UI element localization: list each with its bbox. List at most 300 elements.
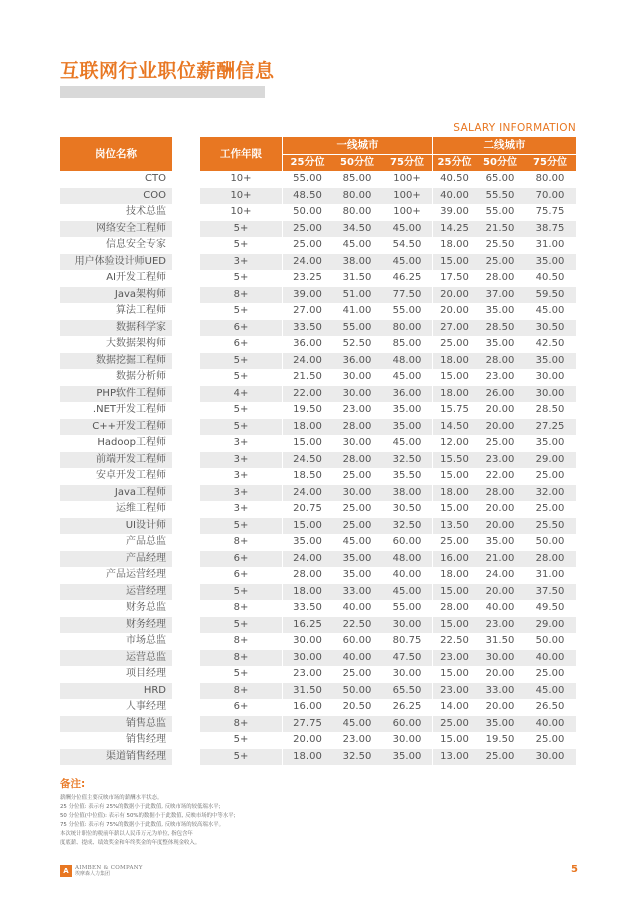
years-cell: 6+ — [200, 336, 282, 353]
position-name-cell: Java工程师 — [60, 485, 172, 502]
t1-p75-cell: 48.00 — [382, 551, 432, 568]
position-name-cell: 用户体验设计师UED — [60, 254, 172, 271]
t2-p25-cell: 15.00 — [432, 666, 476, 683]
t2-p75-cell: 75.75 — [524, 204, 576, 221]
table-row — [60, 320, 576, 337]
t2-p50-cell: 24.00 — [476, 567, 524, 584]
table-row — [60, 699, 576, 716]
t2-p50-cell: 19.50 — [476, 732, 524, 749]
years-cell: 6+ — [200, 551, 282, 568]
table-row — [60, 683, 576, 700]
t1-p50-cell: 31.50 — [332, 270, 382, 287]
logo-chinese-name: 埃摩森人力集团 — [75, 871, 111, 877]
t2-p25-cell: 25.00 — [432, 534, 476, 551]
t2-p50-cell: 28.00 — [476, 485, 524, 502]
t2-p50-cell: 28.50 — [476, 320, 524, 337]
years-cell: 3+ — [200, 468, 282, 485]
t2-p75-cell: 30.00 — [524, 749, 576, 766]
t2-p75-cell: 59.50 — [524, 287, 576, 304]
t1-p50-cell: 50.00 — [332, 683, 382, 700]
t2-p75-cell: 45.00 — [524, 683, 576, 700]
t1-p50-cell: 30.00 — [332, 369, 382, 386]
t1-p75-cell: 80.00 — [382, 320, 432, 337]
t1-p25-cell: 23.25 — [282, 270, 332, 287]
t1-p75-cell: 45.00 — [382, 584, 432, 601]
t2-p25-cell: 15.00 — [432, 468, 476, 485]
position-name-cell: 数据挖掘工程师 — [60, 353, 172, 370]
years-cell: 8+ — [200, 683, 282, 700]
t1-p25-cell: 22.00 — [282, 386, 332, 403]
position-name-cell: 产品经理 — [60, 551, 172, 568]
t1-p25-cell: 25.00 — [282, 221, 332, 238]
header-t1-p75: 75分位 — [382, 155, 432, 172]
t1-p25-cell: 20.00 — [282, 732, 332, 749]
t1-p25-cell: 30.00 — [282, 633, 332, 650]
t1-p50-cell: 28.00 — [332, 419, 382, 436]
position-name-cell: 算法工程师 — [60, 303, 172, 320]
t1-p25-cell: 31.50 — [282, 683, 332, 700]
t1-p75-cell: 100+ — [382, 204, 432, 221]
t1-p50-cell: 51.00 — [332, 287, 382, 304]
position-name-cell: 产品运营经理 — [60, 567, 172, 584]
t1-p50-cell: 34.50 — [332, 221, 382, 238]
t1-p25-cell: 24.00 — [282, 254, 332, 271]
years-cell: 3+ — [200, 501, 282, 518]
years-cell: 6+ — [200, 699, 282, 716]
t2-p25-cell: 18.00 — [432, 386, 476, 403]
years-cell: 8+ — [200, 534, 282, 551]
t1-p50-cell: 40.00 — [332, 600, 382, 617]
t1-p75-cell: 26.25 — [382, 699, 432, 716]
table-row — [60, 287, 576, 304]
t2-p50-cell: 35.00 — [476, 303, 524, 320]
table-row — [60, 386, 576, 403]
t1-p50-cell: 45.00 — [332, 237, 382, 254]
t2-p75-cell: 25.00 — [524, 732, 576, 749]
t1-p75-cell: 54.50 — [382, 237, 432, 254]
position-name-cell: 网络安全工程师 — [60, 221, 172, 238]
logo-mark-icon: A — [60, 865, 72, 877]
t2-p50-cell: 40.00 — [476, 600, 524, 617]
logo-english-name: AIMBEN & COMPANY — [75, 865, 143, 871]
t2-p50-cell: 23.00 — [476, 452, 524, 469]
t2-p25-cell: 15.00 — [432, 732, 476, 749]
t2-p25-cell: 40.00 — [432, 188, 476, 205]
table-row — [60, 468, 576, 485]
t2-p25-cell: 20.00 — [432, 287, 476, 304]
t2-p50-cell: 21.50 — [476, 221, 524, 238]
t2-p75-cell: 25.00 — [524, 666, 576, 683]
t2-p50-cell: 28.00 — [476, 270, 524, 287]
t1-p50-cell: 45.00 — [332, 534, 382, 551]
note-line: 薪酬分位值主要反映市场的薪酬水平状态。 — [60, 795, 163, 801]
table-row — [60, 534, 576, 551]
t1-p75-cell: 47.50 — [382, 650, 432, 667]
table-row — [60, 650, 576, 667]
years-cell: 10+ — [200, 188, 282, 205]
position-name-cell: 数据科学家 — [60, 320, 172, 337]
header-t2-p75: 75分位 — [524, 155, 576, 172]
t2-p75-cell: 50.00 — [524, 534, 576, 551]
t1-p25-cell: 15.00 — [282, 435, 332, 452]
years-cell: 3+ — [200, 254, 282, 271]
t2-p25-cell: 23.00 — [432, 650, 476, 667]
position-name-cell: Java架构师 — [60, 287, 172, 304]
t2-p50-cell: 33.00 — [476, 683, 524, 700]
t2-p75-cell: 38.75 — [524, 221, 576, 238]
position-name-cell: 运营经理 — [60, 584, 172, 601]
t2-p75-cell: 80.00 — [524, 171, 576, 188]
table-row — [60, 237, 576, 254]
t1-p25-cell: 28.00 — [282, 567, 332, 584]
position-name-cell: 安卓开发工程师 — [60, 468, 172, 485]
t2-p50-cell: 20.00 — [476, 584, 524, 601]
t1-p50-cell: 38.00 — [332, 254, 382, 271]
header-tier2-city: 二线城市 — [432, 137, 576, 155]
t1-p75-cell: 80.75 — [382, 633, 432, 650]
t2-p75-cell: 45.00 — [524, 303, 576, 320]
t1-p25-cell: 24.50 — [282, 452, 332, 469]
table-row — [60, 716, 576, 733]
header-years: 工作年限 — [200, 137, 282, 171]
t1-p25-cell: 55.00 — [282, 171, 332, 188]
t2-p25-cell: 25.00 — [432, 716, 476, 733]
t1-p25-cell: 18.00 — [282, 419, 332, 436]
t2-p75-cell: 70.00 — [524, 188, 576, 205]
t1-p75-cell: 55.00 — [382, 600, 432, 617]
table-row — [60, 584, 576, 601]
t1-p75-cell: 35.00 — [382, 402, 432, 419]
t1-p75-cell: 100+ — [382, 188, 432, 205]
t2-p25-cell: 40.50 — [432, 171, 476, 188]
t1-p75-cell: 32.50 — [382, 518, 432, 535]
t2-p75-cell: 37.50 — [524, 584, 576, 601]
years-cell: 3+ — [200, 485, 282, 502]
t2-p75-cell: 31.00 — [524, 237, 576, 254]
years-cell: 5+ — [200, 353, 282, 370]
years-cell: 5+ — [200, 518, 282, 535]
t2-p50-cell: 55.00 — [476, 204, 524, 221]
table-row — [60, 254, 576, 271]
t1-p50-cell: 55.00 — [332, 320, 382, 337]
table-row — [60, 518, 576, 535]
position-name-cell: Hadoop工程师 — [60, 435, 172, 452]
t1-p25-cell: 33.50 — [282, 320, 332, 337]
years-cell: 8+ — [200, 633, 282, 650]
t1-p25-cell: 35.00 — [282, 534, 332, 551]
position-name-cell: HRD — [60, 683, 172, 700]
header-t1-p50: 50分位 — [332, 155, 382, 172]
table-row — [60, 336, 576, 353]
t2-p50-cell: 20.00 — [476, 419, 524, 436]
t2-p25-cell: 14.25 — [432, 221, 476, 238]
table-row — [60, 221, 576, 238]
t2-p75-cell: 40.00 — [524, 716, 576, 733]
t1-p25-cell: 48.50 — [282, 188, 332, 205]
t1-p75-cell: 100+ — [382, 171, 432, 188]
t1-p25-cell: 30.00 — [282, 650, 332, 667]
t2-p25-cell: 16.00 — [432, 551, 476, 568]
t2-p25-cell: 12.00 — [432, 435, 476, 452]
t2-p75-cell: 29.00 — [524, 617, 576, 634]
t1-p50-cell: 52.50 — [332, 336, 382, 353]
t1-p50-cell: 36.00 — [332, 353, 382, 370]
position-name-cell: 销售经理 — [60, 732, 172, 749]
t2-p75-cell: 30.00 — [524, 369, 576, 386]
t1-p75-cell: 30.00 — [382, 666, 432, 683]
t1-p75-cell: 60.00 — [382, 716, 432, 733]
position-name-cell: 渠道销售经理 — [60, 749, 172, 766]
t1-p75-cell: 35.00 — [382, 419, 432, 436]
page-title: 互联网行业职位薪酬信息 — [60, 60, 275, 82]
header-t2-p25: 25分位 — [432, 155, 476, 172]
t2-p25-cell: 15.00 — [432, 254, 476, 271]
years-cell: 3+ — [200, 435, 282, 452]
t1-p50-cell: 35.00 — [332, 551, 382, 568]
position-name-cell: 财务总监 — [60, 600, 172, 617]
t2-p50-cell: 30.00 — [476, 650, 524, 667]
table-row — [60, 435, 576, 452]
position-name-cell: C++开发工程师 — [60, 419, 172, 436]
position-name-cell: 销售总监 — [60, 716, 172, 733]
t2-p75-cell: 27.25 — [524, 419, 576, 436]
table-row — [60, 270, 576, 287]
t1-p25-cell: 24.00 — [282, 485, 332, 502]
years-cell: 5+ — [200, 237, 282, 254]
t2-p75-cell: 29.00 — [524, 452, 576, 469]
table-row — [60, 452, 576, 469]
t1-p25-cell: 27.75 — [282, 716, 332, 733]
years-cell: 5+ — [200, 402, 282, 419]
t2-p75-cell: 35.00 — [524, 254, 576, 271]
t2-p25-cell: 15.50 — [432, 452, 476, 469]
t2-p50-cell: 20.00 — [476, 666, 524, 683]
t1-p75-cell: 35.50 — [382, 468, 432, 485]
table-row — [60, 732, 576, 749]
position-name-cell: PHP软件工程师 — [60, 386, 172, 403]
t2-p25-cell: 13.00 — [432, 749, 476, 766]
t1-p25-cell: 24.00 — [282, 353, 332, 370]
table-row — [60, 749, 576, 766]
t2-p25-cell: 14.00 — [432, 699, 476, 716]
t1-p25-cell: 23.00 — [282, 666, 332, 683]
years-cell: 8+ — [200, 650, 282, 667]
t2-p50-cell: 23.00 — [476, 617, 524, 634]
salary-information-label: SALARY INFORMATION — [453, 122, 576, 134]
position-name-cell: 产品总监 — [60, 534, 172, 551]
table-row — [60, 617, 576, 634]
table-row — [60, 567, 576, 584]
table-row — [60, 353, 576, 370]
t2-p50-cell: 20.00 — [476, 518, 524, 535]
header-t2-p50: 50分位 — [476, 155, 524, 172]
position-name-cell: 项目经理 — [60, 666, 172, 683]
years-cell: 10+ — [200, 204, 282, 221]
t2-p25-cell: 13.50 — [432, 518, 476, 535]
t1-p50-cell: 40.00 — [332, 650, 382, 667]
t2-p75-cell: 35.00 — [524, 435, 576, 452]
t2-p25-cell: 27.00 — [432, 320, 476, 337]
t2-p25-cell: 18.00 — [432, 237, 476, 254]
position-name-cell: 大数据架构师 — [60, 336, 172, 353]
table-row — [60, 303, 576, 320]
t1-p75-cell: 45.00 — [382, 435, 432, 452]
t2-p50-cell: 25.00 — [476, 749, 524, 766]
t1-p25-cell: 50.00 — [282, 204, 332, 221]
t2-p25-cell: 18.00 — [432, 567, 476, 584]
t2-p50-cell: 25.00 — [476, 254, 524, 271]
t2-p50-cell: 65.00 — [476, 171, 524, 188]
t2-p50-cell: 35.00 — [476, 716, 524, 733]
t2-p50-cell: 20.00 — [476, 501, 524, 518]
t1-p50-cell: 45.00 — [332, 716, 382, 733]
header-tier1-city: 一线城市 — [282, 137, 432, 155]
table-row — [60, 171, 576, 188]
t2-p75-cell: 25.50 — [524, 518, 576, 535]
table-row — [60, 419, 576, 436]
t2-p25-cell: 15.75 — [432, 402, 476, 419]
t2-p50-cell: 25.50 — [476, 237, 524, 254]
t2-p25-cell: 15.00 — [432, 501, 476, 518]
t2-p75-cell: 31.00 — [524, 567, 576, 584]
years-cell: 5+ — [200, 732, 282, 749]
note-line: 50 分位值(中位值): 表示有 50%的数据小于此数值, 反映市场的中等水平; — [60, 813, 236, 819]
t2-p25-cell: 25.00 — [432, 336, 476, 353]
t2-p75-cell: 40.50 — [524, 270, 576, 287]
t2-p75-cell: 28.50 — [524, 402, 576, 419]
t2-p75-cell: 50.00 — [524, 633, 576, 650]
t2-p50-cell: 23.00 — [476, 369, 524, 386]
t2-p25-cell: 28.00 — [432, 600, 476, 617]
t2-p50-cell: 35.00 — [476, 336, 524, 353]
notes-section — [60, 776, 580, 848]
t2-p75-cell: 26.50 — [524, 699, 576, 716]
t1-p50-cell: 80.00 — [332, 188, 382, 205]
t1-p25-cell: 15.00 — [282, 518, 332, 535]
years-cell: 5+ — [200, 749, 282, 766]
t1-p25-cell: 36.00 — [282, 336, 332, 353]
position-name-cell: UI设计师 — [60, 518, 172, 535]
t1-p75-cell: 48.00 — [382, 353, 432, 370]
note-line: 25 分位值: 表示有 25%的数据小于此数值, 反映市场的较低端水平; — [60, 804, 221, 810]
t1-p25-cell: 18.50 — [282, 468, 332, 485]
years-cell: 8+ — [200, 600, 282, 617]
t2-p25-cell: 22.50 — [432, 633, 476, 650]
note-line: 75 分位值: 表示有 75%的数据小于此数值, 反映市场的较高端水平。 — [60, 822, 224, 828]
t2-p25-cell: 23.00 — [432, 683, 476, 700]
years-cell: 3+ — [200, 452, 282, 469]
position-name-cell: CTO — [60, 171, 172, 188]
position-name-cell: COO — [60, 188, 172, 205]
table-row — [60, 369, 576, 386]
t1-p25-cell: 39.00 — [282, 287, 332, 304]
t1-p25-cell: 16.00 — [282, 699, 332, 716]
t2-p50-cell: 28.00 — [476, 353, 524, 370]
header-t1-p25: 25分位 — [282, 155, 332, 172]
note-line: 本次统计职位的税前年薪以人民币万元为单位, 指包含年 — [60, 831, 193, 837]
position-name-cell: 财务经理 — [60, 617, 172, 634]
table-row — [60, 485, 576, 502]
t2-p50-cell: 35.00 — [476, 534, 524, 551]
t1-p50-cell: 22.50 — [332, 617, 382, 634]
t1-p75-cell: 65.50 — [382, 683, 432, 700]
t1-p75-cell: 35.00 — [382, 749, 432, 766]
t2-p75-cell: 40.00 — [524, 650, 576, 667]
years-cell: 6+ — [200, 567, 282, 584]
t1-p25-cell: 18.00 — [282, 584, 332, 601]
t2-p75-cell: 42.50 — [524, 336, 576, 353]
t2-p75-cell: 25.00 — [524, 468, 576, 485]
t1-p50-cell: 20.50 — [332, 699, 382, 716]
t2-p25-cell: 18.00 — [432, 485, 476, 502]
t1-p50-cell: 30.00 — [332, 386, 382, 403]
t2-p25-cell: 20.00 — [432, 303, 476, 320]
t1-p50-cell: 80.00 — [332, 204, 382, 221]
t1-p25-cell: 18.00 — [282, 749, 332, 766]
years-cell: 5+ — [200, 270, 282, 287]
t1-p50-cell: 41.00 — [332, 303, 382, 320]
t1-p50-cell: 23.00 — [332, 402, 382, 419]
table-row — [60, 501, 576, 518]
t1-p50-cell: 25.00 — [332, 468, 382, 485]
t1-p75-cell: 32.50 — [382, 452, 432, 469]
t1-p75-cell: 30.00 — [382, 732, 432, 749]
position-name-cell: 市场总监 — [60, 633, 172, 650]
table-row — [60, 633, 576, 650]
t2-p75-cell: 28.00 — [524, 551, 576, 568]
t1-p75-cell: 85.00 — [382, 336, 432, 353]
years-cell: 8+ — [200, 716, 282, 733]
t1-p75-cell: 40.00 — [382, 567, 432, 584]
position-name-cell: 前端开发工程师 — [60, 452, 172, 469]
t2-p25-cell: 14.50 — [432, 419, 476, 436]
t1-p50-cell: 30.00 — [332, 435, 382, 452]
position-name-cell: 运维工程师 — [60, 501, 172, 518]
company-logo — [60, 865, 143, 877]
years-cell: 5+ — [200, 303, 282, 320]
t2-p75-cell: 25.00 — [524, 501, 576, 518]
t2-p75-cell: 30.00 — [524, 386, 576, 403]
t1-p25-cell: 20.75 — [282, 501, 332, 518]
years-cell: 5+ — [200, 419, 282, 436]
years-cell: 6+ — [200, 320, 282, 337]
t1-p75-cell: 45.00 — [382, 221, 432, 238]
t2-p75-cell: 30.50 — [524, 320, 576, 337]
t2-p50-cell: 37.00 — [476, 287, 524, 304]
t1-p25-cell: 24.00 — [282, 551, 332, 568]
t2-p25-cell: 15.00 — [432, 369, 476, 386]
t2-p50-cell: 22.00 — [476, 468, 524, 485]
t2-p50-cell: 21.00 — [476, 551, 524, 568]
t1-p50-cell: 30.00 — [332, 485, 382, 502]
t1-p75-cell: 55.00 — [382, 303, 432, 320]
t2-p25-cell: 15.00 — [432, 584, 476, 601]
title-underline-bar — [60, 86, 265, 98]
position-name-cell: 技术总监 — [60, 204, 172, 221]
position-name-cell: 信息安全专家 — [60, 237, 172, 254]
t1-p50-cell: 33.00 — [332, 584, 382, 601]
t2-p25-cell: 18.00 — [432, 353, 476, 370]
years-cell: 5+ — [200, 617, 282, 634]
t1-p75-cell: 36.00 — [382, 386, 432, 403]
t2-p50-cell: 20.00 — [476, 402, 524, 419]
table-row — [60, 600, 576, 617]
position-name-cell: 数据分析师 — [60, 369, 172, 386]
t2-p25-cell: 17.50 — [432, 270, 476, 287]
years-cell: 8+ — [200, 287, 282, 304]
t2-p75-cell: 49.50 — [524, 600, 576, 617]
t1-p25-cell: 27.00 — [282, 303, 332, 320]
